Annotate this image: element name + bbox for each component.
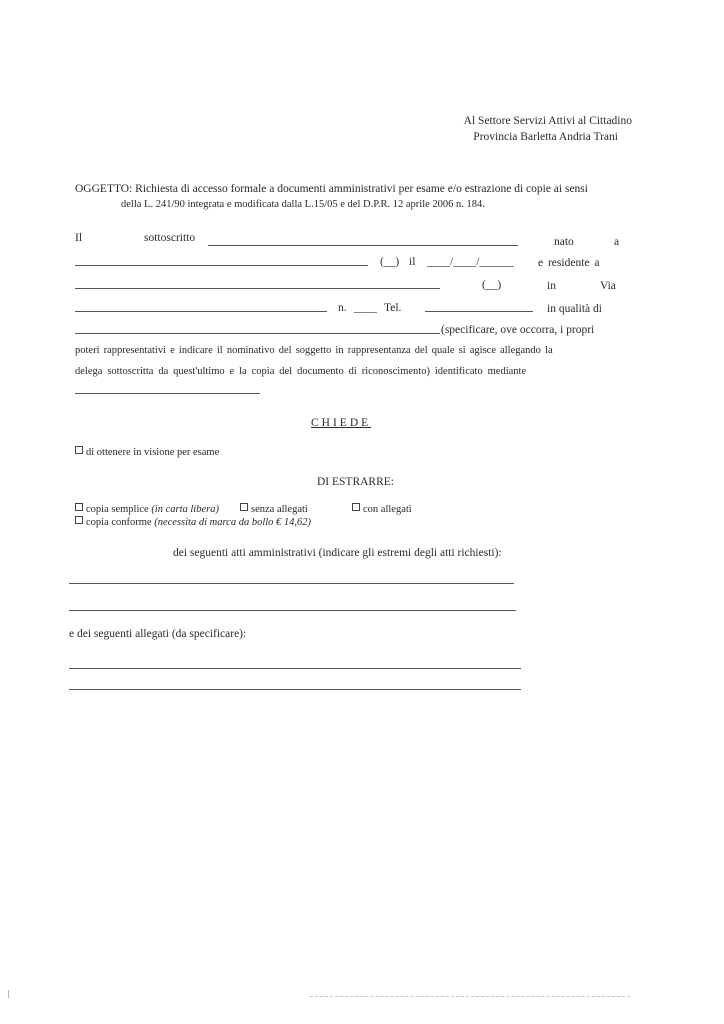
label-e-residente-a: e residente a bbox=[538, 257, 600, 269]
field-birth-province[interactable]: (__) bbox=[380, 256, 400, 268]
option-copia-conforme-note: (necessita di marca da bollo € 14,62) bbox=[154, 517, 312, 528]
label-in: in bbox=[547, 280, 556, 292]
option-visione-label: di ottenere in visione per esame bbox=[86, 447, 220, 458]
field-allegati-1[interactable] bbox=[69, 668, 521, 669]
field-birth-date[interactable]: ____/____/______ bbox=[427, 256, 514, 268]
option-copia-semplice[interactable] bbox=[75, 503, 219, 515]
option-copia-semplice-note: (in carta libera) bbox=[151, 504, 219, 515]
allegati-label: e dei seguenti allegati (da specificare): bbox=[69, 628, 247, 640]
checkbox-con-allegati[interactable] bbox=[352, 503, 360, 511]
checkbox-visione[interactable] bbox=[75, 446, 83, 454]
checkbox-copia-semplice[interactable] bbox=[75, 503, 83, 511]
checkbox-senza-allegati[interactable] bbox=[240, 503, 248, 511]
option-con-allegati[interactable] bbox=[352, 503, 412, 515]
subject-line-1: OGGETTO: Richiesta di accesso formale a documenti amministrativi per esame e/o estrazione di copie ai sensi bbox=[75, 183, 588, 195]
field-atti-1[interactable] bbox=[69, 583, 514, 584]
field-atti-2[interactable] bbox=[69, 610, 516, 611]
scan-artifact-edge bbox=[8, 990, 10, 998]
recipient-line-2: Provincia Barletta Andria Trani bbox=[473, 131, 618, 143]
label-via: Via bbox=[600, 280, 616, 292]
paragraph-line-1: poteri rappresentativi e indicare il nominativo del soggetto in rappresentanza del quale si agisce allegando la bbox=[75, 345, 553, 356]
field-birthplace[interactable] bbox=[75, 265, 368, 266]
field-identification[interactable] bbox=[75, 393, 260, 394]
label-a: a bbox=[614, 236, 620, 248]
paragraph-line-2: delega sottoscritta da quest'ultimo e la copia del documento di riconoscimento) identificato mediante bbox=[75, 366, 527, 377]
label-nato: nato bbox=[554, 236, 574, 248]
label-tel: Tel. bbox=[384, 302, 402, 314]
label-in-qualita-di: in qualità di bbox=[547, 303, 602, 315]
section-title-estrarre: DI ESTRARRE: bbox=[317, 476, 394, 488]
subject-line-2: della L. 241/90 integrata e modificata dalla L.15/05 e del D.P.R. 12 aprile 2006 n. 184. bbox=[121, 199, 485, 210]
field-phone[interactable] bbox=[425, 311, 533, 312]
label-il-date: il bbox=[409, 256, 416, 268]
atti-label: dei seguenti atti amministrativi (indicare gli estremi degli atti richiesti): bbox=[173, 547, 502, 559]
option-senza-allegati[interactable] bbox=[240, 503, 308, 515]
field-sottoscritto[interactable] bbox=[208, 245, 518, 246]
recipient-line-1: Al Settore Servizi Attivi al Cittadino bbox=[463, 115, 632, 127]
label-specificare: (specificare, ove occorra, i propri bbox=[441, 324, 595, 336]
checkbox-copia-conforme[interactable] bbox=[75, 516, 83, 524]
option-visione[interactable] bbox=[75, 446, 219, 458]
field-allegati-2[interactable] bbox=[69, 689, 521, 690]
option-copia-conforme[interactable] bbox=[75, 516, 311, 528]
field-qualita[interactable] bbox=[75, 333, 440, 334]
field-number[interactable]: ____ bbox=[354, 302, 377, 314]
scan-artifact-line bbox=[310, 996, 630, 997]
label-sottoscritto: sottoscritto bbox=[144, 232, 196, 244]
section-title-chiede: CHIEDE bbox=[311, 417, 372, 429]
field-residence-province[interactable]: (__) bbox=[482, 279, 502, 291]
option-copia-conforme-label: copia conforme bbox=[86, 517, 152, 528]
field-street[interactable] bbox=[75, 311, 327, 312]
option-copia-semplice-label: copia semplice bbox=[86, 504, 149, 515]
option-con-allegati-label: con allegati bbox=[363, 504, 412, 515]
option-senza-allegati-label: senza allegati bbox=[251, 504, 308, 515]
label-n: n. bbox=[338, 302, 347, 314]
label-il: Il bbox=[75, 232, 83, 244]
field-residence[interactable] bbox=[75, 288, 440, 289]
